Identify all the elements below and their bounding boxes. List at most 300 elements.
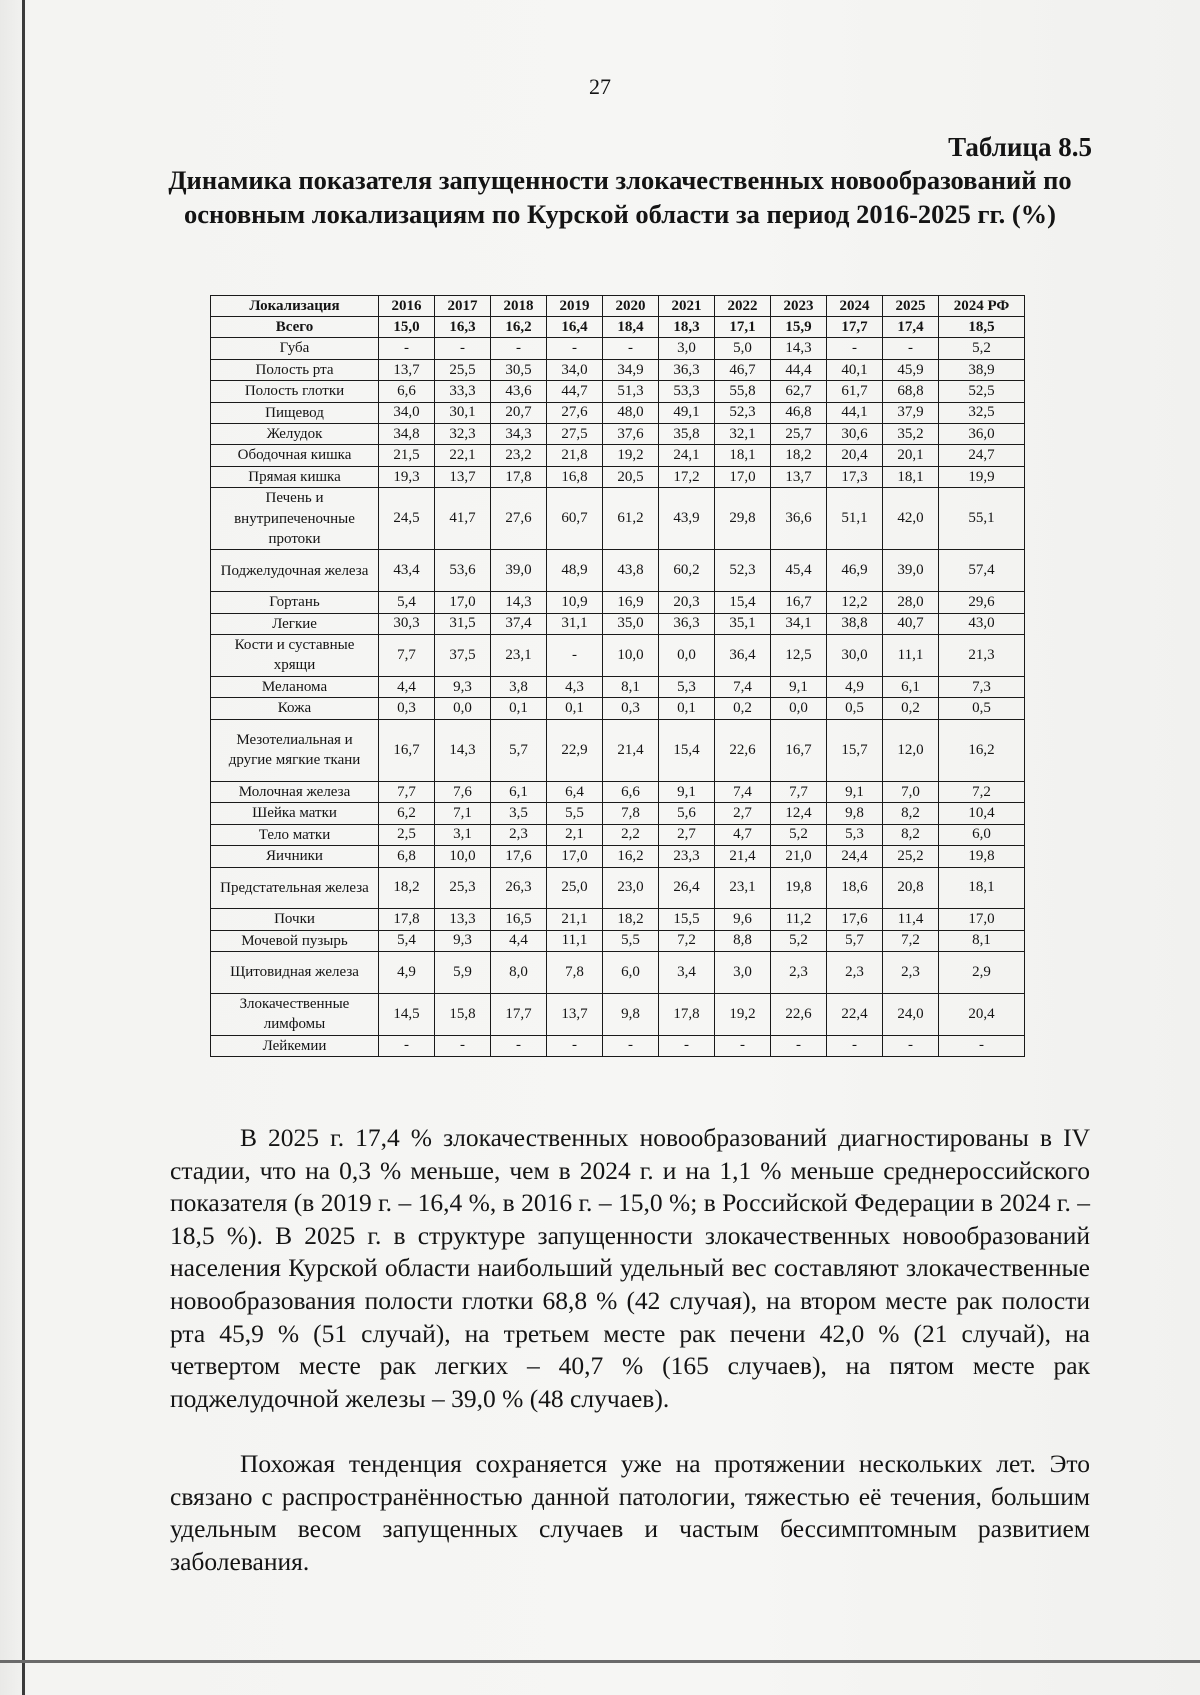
value-cell: 17,7 bbox=[827, 317, 883, 338]
header-localization: Локализация bbox=[211, 296, 379, 317]
value-cell: 0,1 bbox=[659, 698, 715, 719]
value-cell: 24,5 bbox=[379, 488, 435, 550]
value-cell: 11,2 bbox=[771, 909, 827, 930]
value-cell: 35,1 bbox=[715, 613, 771, 634]
value-cell: 42,0 bbox=[883, 488, 939, 550]
value-cell: 21,4 bbox=[603, 719, 659, 781]
localization-cell: Ободочная кишка bbox=[211, 445, 379, 466]
value-cell: - bbox=[603, 1035, 659, 1056]
value-cell: - bbox=[435, 1035, 491, 1056]
value-cell: 31,5 bbox=[435, 613, 491, 634]
table-row bbox=[211, 592, 1025, 613]
value-cell: - bbox=[435, 338, 491, 359]
value-cell: 6,1 bbox=[491, 781, 547, 802]
value-cell: 13,3 bbox=[435, 909, 491, 930]
header-2024: 2024 bbox=[827, 296, 883, 317]
table-row bbox=[211, 635, 1025, 677]
value-cell: 22,1 bbox=[435, 445, 491, 466]
value-cell: 0,0 bbox=[771, 698, 827, 719]
value-cell: 18,4 bbox=[603, 317, 659, 338]
value-cell: 10,9 bbox=[547, 592, 603, 613]
value-cell: 11,1 bbox=[547, 930, 603, 951]
table-row bbox=[211, 466, 1025, 487]
value-cell: 53,3 bbox=[659, 381, 715, 402]
value-cell: 5,2 bbox=[771, 930, 827, 951]
table-row bbox=[211, 698, 1025, 719]
value-cell: 7,3 bbox=[939, 676, 1025, 697]
value-cell: 0,3 bbox=[603, 698, 659, 719]
header-2021: 2021 bbox=[659, 296, 715, 317]
table-row bbox=[211, 445, 1025, 466]
table-body bbox=[211, 317, 1025, 1057]
value-cell: 5,4 bbox=[379, 592, 435, 613]
localization-cell: Печень и внутрипеченочные протоки bbox=[211, 488, 379, 550]
table-row bbox=[211, 824, 1025, 845]
value-cell: 18,6 bbox=[827, 867, 883, 909]
value-cell: 36,3 bbox=[659, 359, 715, 380]
value-cell: 7,2 bbox=[939, 781, 1025, 802]
value-cell: 4,7 bbox=[715, 824, 771, 845]
value-cell: 7,2 bbox=[659, 930, 715, 951]
value-cell: 17,0 bbox=[939, 909, 1025, 930]
value-cell: 48,0 bbox=[603, 402, 659, 423]
value-cell: 13,7 bbox=[547, 993, 603, 1035]
value-cell: 61,2 bbox=[603, 488, 659, 550]
value-cell: 9,1 bbox=[659, 781, 715, 802]
table-row bbox=[211, 867, 1025, 909]
value-cell: 0,1 bbox=[491, 698, 547, 719]
value-cell: 39,0 bbox=[883, 550, 939, 592]
value-cell: 46,8 bbox=[771, 402, 827, 423]
value-cell: 7,8 bbox=[547, 952, 603, 994]
value-cell: 2,3 bbox=[771, 952, 827, 994]
value-cell: 2,3 bbox=[491, 824, 547, 845]
incidence-table bbox=[210, 295, 1025, 1057]
value-cell: 17,8 bbox=[659, 993, 715, 1035]
table-row bbox=[211, 488, 1025, 550]
value-cell: 5,3 bbox=[659, 676, 715, 697]
value-cell: 25,7 bbox=[771, 424, 827, 445]
value-cell: 7,2 bbox=[883, 930, 939, 951]
value-cell: 20,8 bbox=[883, 867, 939, 909]
value-cell: 10,0 bbox=[603, 635, 659, 677]
value-cell: 12,4 bbox=[771, 803, 827, 824]
value-cell: 34,3 bbox=[491, 424, 547, 445]
value-cell: 15,4 bbox=[659, 719, 715, 781]
value-cell: 3,5 bbox=[491, 803, 547, 824]
value-cell: 16,3 bbox=[435, 317, 491, 338]
paragraph-2 bbox=[170, 1448, 1090, 1578]
value-cell: 9,1 bbox=[771, 676, 827, 697]
value-cell: 62,7 bbox=[771, 381, 827, 402]
value-cell: 8,1 bbox=[603, 676, 659, 697]
value-cell: 2,3 bbox=[827, 952, 883, 994]
value-cell: 16,7 bbox=[771, 592, 827, 613]
value-cell: 7,7 bbox=[379, 781, 435, 802]
value-cell: 18,2 bbox=[603, 909, 659, 930]
value-cell: 19,2 bbox=[603, 445, 659, 466]
value-cell: 34,9 bbox=[603, 359, 659, 380]
value-cell: 43,8 bbox=[603, 550, 659, 592]
paragraph-2-text: Похожая тенденция сохраняется уже на протяжении нескольких лет. Это связано с распространённостью данной патологии, тяжестью её течения, большим удельным весом запущенных случаев и частым бессимптомным развитием заболевания. bbox=[170, 1449, 1090, 1576]
localization-cell: Щитовидная железа bbox=[211, 952, 379, 994]
value-cell: 8,8 bbox=[715, 930, 771, 951]
localization-cell: Почки bbox=[211, 909, 379, 930]
value-cell: 27,6 bbox=[547, 402, 603, 423]
value-cell: 23,2 bbox=[491, 445, 547, 466]
value-cell: 2,5 bbox=[379, 824, 435, 845]
value-cell: 24,1 bbox=[659, 445, 715, 466]
value-cell: 17,3 bbox=[827, 466, 883, 487]
value-cell: - bbox=[659, 1035, 715, 1056]
value-cell: 28,0 bbox=[883, 592, 939, 613]
value-cell: 26,4 bbox=[659, 867, 715, 909]
value-cell: 19,3 bbox=[379, 466, 435, 487]
value-cell: 6,6 bbox=[379, 381, 435, 402]
value-cell: 35,2 bbox=[883, 424, 939, 445]
table-row bbox=[211, 909, 1025, 930]
value-cell: - bbox=[883, 1035, 939, 1056]
header-2017: 2017 bbox=[435, 296, 491, 317]
table-row bbox=[211, 424, 1025, 445]
value-cell: 21,1 bbox=[547, 909, 603, 930]
value-cell: - bbox=[379, 1035, 435, 1056]
value-cell: 29,6 bbox=[939, 592, 1025, 613]
localization-cell: Полость рта bbox=[211, 359, 379, 380]
table-row bbox=[211, 359, 1025, 380]
value-cell: 37,6 bbox=[603, 424, 659, 445]
value-cell: 17,1 bbox=[715, 317, 771, 338]
value-cell: 20,1 bbox=[883, 445, 939, 466]
localization-cell: Губа bbox=[211, 338, 379, 359]
value-cell: 4,4 bbox=[379, 676, 435, 697]
value-cell: 9,8 bbox=[827, 803, 883, 824]
value-cell: 16,2 bbox=[939, 719, 1025, 781]
value-cell: 5,5 bbox=[603, 930, 659, 951]
localization-cell: Злокачественные лимфомы bbox=[211, 993, 379, 1035]
value-cell: 34,8 bbox=[379, 424, 435, 445]
value-cell: 46,9 bbox=[827, 550, 883, 592]
value-cell: 2,3 bbox=[883, 952, 939, 994]
header-2018: 2018 bbox=[491, 296, 547, 317]
value-cell: 68,8 bbox=[883, 381, 939, 402]
value-cell: 6,6 bbox=[603, 781, 659, 802]
value-cell: 36,3 bbox=[659, 613, 715, 634]
value-cell: 6,2 bbox=[379, 803, 435, 824]
value-cell: 43,6 bbox=[491, 381, 547, 402]
value-cell: 2,2 bbox=[603, 824, 659, 845]
value-cell: 13,7 bbox=[379, 359, 435, 380]
value-cell: 20,5 bbox=[603, 466, 659, 487]
value-cell: - bbox=[883, 338, 939, 359]
localization-cell: Меланома bbox=[211, 676, 379, 697]
localization-cell: Прямая кишка bbox=[211, 466, 379, 487]
localization-cell: Кожа bbox=[211, 698, 379, 719]
value-cell: 23,3 bbox=[659, 846, 715, 867]
value-cell: 30,0 bbox=[827, 635, 883, 677]
value-cell: 10,0 bbox=[435, 846, 491, 867]
value-cell: - bbox=[491, 1035, 547, 1056]
value-cell: 8,1 bbox=[939, 930, 1025, 951]
value-cell: 0,3 bbox=[379, 698, 435, 719]
value-cell: 17,0 bbox=[547, 846, 603, 867]
value-cell: 27,6 bbox=[491, 488, 547, 550]
header-2016: 2016 bbox=[379, 296, 435, 317]
value-cell: 43,0 bbox=[939, 613, 1025, 634]
value-cell: 17,4 bbox=[883, 317, 939, 338]
value-cell: 34,1 bbox=[771, 613, 827, 634]
value-cell: 38,9 bbox=[939, 359, 1025, 380]
value-cell: 20,4 bbox=[939, 993, 1025, 1035]
table-row bbox=[211, 846, 1025, 867]
value-cell: 30,3 bbox=[379, 613, 435, 634]
value-cell: 16,7 bbox=[379, 719, 435, 781]
value-cell: 10,4 bbox=[939, 803, 1025, 824]
value-cell: 4,9 bbox=[379, 952, 435, 994]
localization-cell: Мочевой пузырь bbox=[211, 930, 379, 951]
value-cell: 19,8 bbox=[771, 867, 827, 909]
localization-cell: Предстательная железа bbox=[211, 867, 379, 909]
value-cell: 14,3 bbox=[435, 719, 491, 781]
value-cell: 0,2 bbox=[715, 698, 771, 719]
value-cell: 21,3 bbox=[939, 635, 1025, 677]
value-cell: 45,9 bbox=[883, 359, 939, 380]
value-cell: - bbox=[547, 338, 603, 359]
table-row bbox=[211, 952, 1025, 994]
value-cell: 36,4 bbox=[715, 635, 771, 677]
value-cell: 55,1 bbox=[939, 488, 1025, 550]
value-cell: 34,0 bbox=[547, 359, 603, 380]
value-cell: 38,8 bbox=[827, 613, 883, 634]
localization-cell: Лейкемии bbox=[211, 1035, 379, 1056]
value-cell: 53,6 bbox=[435, 550, 491, 592]
value-cell: 43,4 bbox=[379, 550, 435, 592]
value-cell: 8,2 bbox=[883, 824, 939, 845]
value-cell: 51,1 bbox=[827, 488, 883, 550]
table-row bbox=[211, 381, 1025, 402]
localization-cell: Полость глотки bbox=[211, 381, 379, 402]
value-cell: 5,5 bbox=[547, 803, 603, 824]
localization-cell: Желудок bbox=[211, 424, 379, 445]
value-cell: 18,2 bbox=[771, 445, 827, 466]
value-cell: - bbox=[491, 338, 547, 359]
value-cell: 2,1 bbox=[547, 824, 603, 845]
value-cell: 24,4 bbox=[827, 846, 883, 867]
value-cell: 3,0 bbox=[715, 952, 771, 994]
value-cell: 52,3 bbox=[715, 402, 771, 423]
value-cell: 49,1 bbox=[659, 402, 715, 423]
value-cell: 31,1 bbox=[547, 613, 603, 634]
value-cell: 12,2 bbox=[827, 592, 883, 613]
value-cell: 15,0 bbox=[379, 317, 435, 338]
value-cell: 18,1 bbox=[715, 445, 771, 466]
value-cell: 7,8 bbox=[603, 803, 659, 824]
value-cell: 16,4 bbox=[547, 317, 603, 338]
value-cell: 41,7 bbox=[435, 488, 491, 550]
value-cell: 30,1 bbox=[435, 402, 491, 423]
value-cell: 4,3 bbox=[547, 676, 603, 697]
value-cell: 5,7 bbox=[491, 719, 547, 781]
value-cell: 14,3 bbox=[491, 592, 547, 613]
value-cell: 15,5 bbox=[659, 909, 715, 930]
value-cell: 3,0 bbox=[659, 338, 715, 359]
table-row bbox=[211, 613, 1025, 634]
value-cell: 7,0 bbox=[883, 781, 939, 802]
value-cell: 19,9 bbox=[939, 466, 1025, 487]
scan-bottom-edge bbox=[0, 1660, 1200, 1663]
value-cell: 23,1 bbox=[491, 635, 547, 677]
value-cell: 60,7 bbox=[547, 488, 603, 550]
localization-cell: Поджелудочная железа bbox=[211, 550, 379, 592]
paragraph-1 bbox=[170, 1122, 1090, 1415]
value-cell: 35,0 bbox=[603, 613, 659, 634]
table-row bbox=[211, 781, 1025, 802]
table-row bbox=[211, 719, 1025, 781]
value-cell: 57,4 bbox=[939, 550, 1025, 592]
value-cell: 6,0 bbox=[603, 952, 659, 994]
table-row bbox=[211, 676, 1025, 697]
value-cell: 19,2 bbox=[715, 993, 771, 1035]
value-cell: 21,4 bbox=[715, 846, 771, 867]
table-row bbox=[211, 402, 1025, 423]
value-cell: 12,0 bbox=[883, 719, 939, 781]
localization-cell: Молочная железа bbox=[211, 781, 379, 802]
value-cell: 18,3 bbox=[659, 317, 715, 338]
table-row bbox=[211, 338, 1025, 359]
value-cell: 3,8 bbox=[491, 676, 547, 697]
table-label: Таблица 8.5 bbox=[948, 132, 1092, 162]
table-title: Динамика показателя запущенности злокачественных новообразований по основным локализациям по Курской области за период 2016-2025 гг. (%) bbox=[168, 165, 1072, 229]
value-cell: 16,8 bbox=[547, 466, 603, 487]
value-cell: 15,7 bbox=[827, 719, 883, 781]
value-cell: - bbox=[827, 1035, 883, 1056]
value-cell: 17,2 bbox=[659, 466, 715, 487]
localization-cell: Пищевод bbox=[211, 402, 379, 423]
value-cell: 52,3 bbox=[715, 550, 771, 592]
value-cell: 18,5 bbox=[939, 317, 1025, 338]
value-cell: 40,7 bbox=[883, 613, 939, 634]
value-cell: 16,7 bbox=[771, 719, 827, 781]
value-cell: 9,3 bbox=[435, 676, 491, 697]
value-cell: 22,9 bbox=[547, 719, 603, 781]
value-cell: 7,1 bbox=[435, 803, 491, 824]
header-2023: 2023 bbox=[771, 296, 827, 317]
value-cell: 22,6 bbox=[715, 719, 771, 781]
value-cell: - bbox=[603, 338, 659, 359]
value-cell: 0,2 bbox=[883, 698, 939, 719]
value-cell: 0,0 bbox=[435, 698, 491, 719]
scan-left-edge bbox=[22, 0, 25, 1695]
value-cell: 25,2 bbox=[883, 846, 939, 867]
value-cell: 7,4 bbox=[715, 781, 771, 802]
value-cell: 25,3 bbox=[435, 867, 491, 909]
value-cell: 22,6 bbox=[771, 993, 827, 1035]
value-cell: 6,8 bbox=[379, 846, 435, 867]
value-cell: 13,7 bbox=[435, 466, 491, 487]
value-cell: 12,5 bbox=[771, 635, 827, 677]
value-cell: - bbox=[547, 635, 603, 677]
localization-cell: Яичники bbox=[211, 846, 379, 867]
value-cell: 19,8 bbox=[939, 846, 1025, 867]
localization-cell: Кости и суставные хрящи bbox=[211, 635, 379, 677]
table-row bbox=[211, 803, 1025, 824]
value-cell: 5,7 bbox=[827, 930, 883, 951]
header-2025: 2025 bbox=[883, 296, 939, 317]
value-cell: 5,6 bbox=[659, 803, 715, 824]
value-cell: 2,7 bbox=[715, 803, 771, 824]
value-cell: 3,1 bbox=[435, 824, 491, 845]
value-cell: 30,6 bbox=[827, 424, 883, 445]
value-cell: 14,5 bbox=[379, 993, 435, 1035]
value-cell: 21,8 bbox=[547, 445, 603, 466]
header-2019: 2019 bbox=[547, 296, 603, 317]
value-cell: 5,0 bbox=[715, 338, 771, 359]
value-cell: 51,3 bbox=[603, 381, 659, 402]
value-cell: 24,0 bbox=[883, 993, 939, 1035]
value-cell: - bbox=[827, 338, 883, 359]
table-row bbox=[211, 550, 1025, 592]
value-cell: 29,8 bbox=[715, 488, 771, 550]
value-cell: 17,8 bbox=[491, 466, 547, 487]
value-cell: 25,0 bbox=[547, 867, 603, 909]
value-cell: 7,7 bbox=[379, 635, 435, 677]
header-2024-рф: 2024 РФ bbox=[939, 296, 1025, 317]
value-cell: 7,7 bbox=[771, 781, 827, 802]
value-cell: 2,9 bbox=[939, 952, 1025, 994]
value-cell: 9,6 bbox=[715, 909, 771, 930]
value-cell: 16,5 bbox=[491, 909, 547, 930]
value-cell: 48,9 bbox=[547, 550, 603, 592]
value-cell: 32,3 bbox=[435, 424, 491, 445]
value-cell: 3,4 bbox=[659, 952, 715, 994]
value-cell: 2,7 bbox=[659, 824, 715, 845]
table-row bbox=[211, 1035, 1025, 1056]
value-cell: 22,4 bbox=[827, 993, 883, 1035]
value-cell: 21,0 bbox=[771, 846, 827, 867]
value-cell: 5,9 bbox=[435, 952, 491, 994]
paragraph-1-text: В 2025 г. 17,4 % злокачественных новообразований диагностированы в IV стадии, что на 0,3 % меньше, чем в 2024 г. и на 1,1 % меньше среднероссийского показателя (в 2019 г. – 16,4 %, в 2016 г. – 15,0 %; в Российской Федерации в 2024 г. – 18,5 %). В 2025 г. в структуре запущенности злокачественных новообразований населения Курской области наибольший удельный вес составляют злокачественные новообразования полости глотки 68,8 % (42 случая), на втором месте рак полости рта 45,9 % (51 случай), на третьем месте рак печени 42,0 % (21 случай), на четвертом месте рак легких – 40,7 % (165 случаев), на пятом месте рак поджелудочной железы – 39,0 % (48 случаев). bbox=[170, 1123, 1090, 1413]
value-cell: 32,5 bbox=[939, 402, 1025, 423]
value-cell: 44,4 bbox=[771, 359, 827, 380]
value-cell: 34,0 bbox=[379, 402, 435, 423]
value-cell: 11,1 bbox=[883, 635, 939, 677]
value-cell: 18,1 bbox=[939, 867, 1025, 909]
value-cell: 9,1 bbox=[827, 781, 883, 802]
page-number: 27 bbox=[589, 74, 611, 99]
value-cell: 16,2 bbox=[491, 317, 547, 338]
value-cell: 46,7 bbox=[715, 359, 771, 380]
value-cell: 14,3 bbox=[771, 338, 827, 359]
value-cell: 26,3 bbox=[491, 867, 547, 909]
value-cell: 17,6 bbox=[827, 909, 883, 930]
value-cell: 44,7 bbox=[547, 381, 603, 402]
value-cell: 37,5 bbox=[435, 635, 491, 677]
table-row bbox=[211, 930, 1025, 951]
value-cell: 5,4 bbox=[379, 930, 435, 951]
localization-cell: Всего bbox=[211, 317, 379, 338]
value-cell: 5,3 bbox=[827, 824, 883, 845]
value-cell: 0,1 bbox=[547, 698, 603, 719]
value-cell: 7,6 bbox=[435, 781, 491, 802]
value-cell: 45,4 bbox=[771, 550, 827, 592]
localization-cell: Мезотелиальная и другие мягкие ткани bbox=[211, 719, 379, 781]
value-cell: 17,0 bbox=[435, 592, 491, 613]
value-cell: 44,1 bbox=[827, 402, 883, 423]
value-cell: 15,4 bbox=[715, 592, 771, 613]
value-cell: 60,2 bbox=[659, 550, 715, 592]
value-cell: 11,4 bbox=[883, 909, 939, 930]
value-cell: 20,3 bbox=[659, 592, 715, 613]
